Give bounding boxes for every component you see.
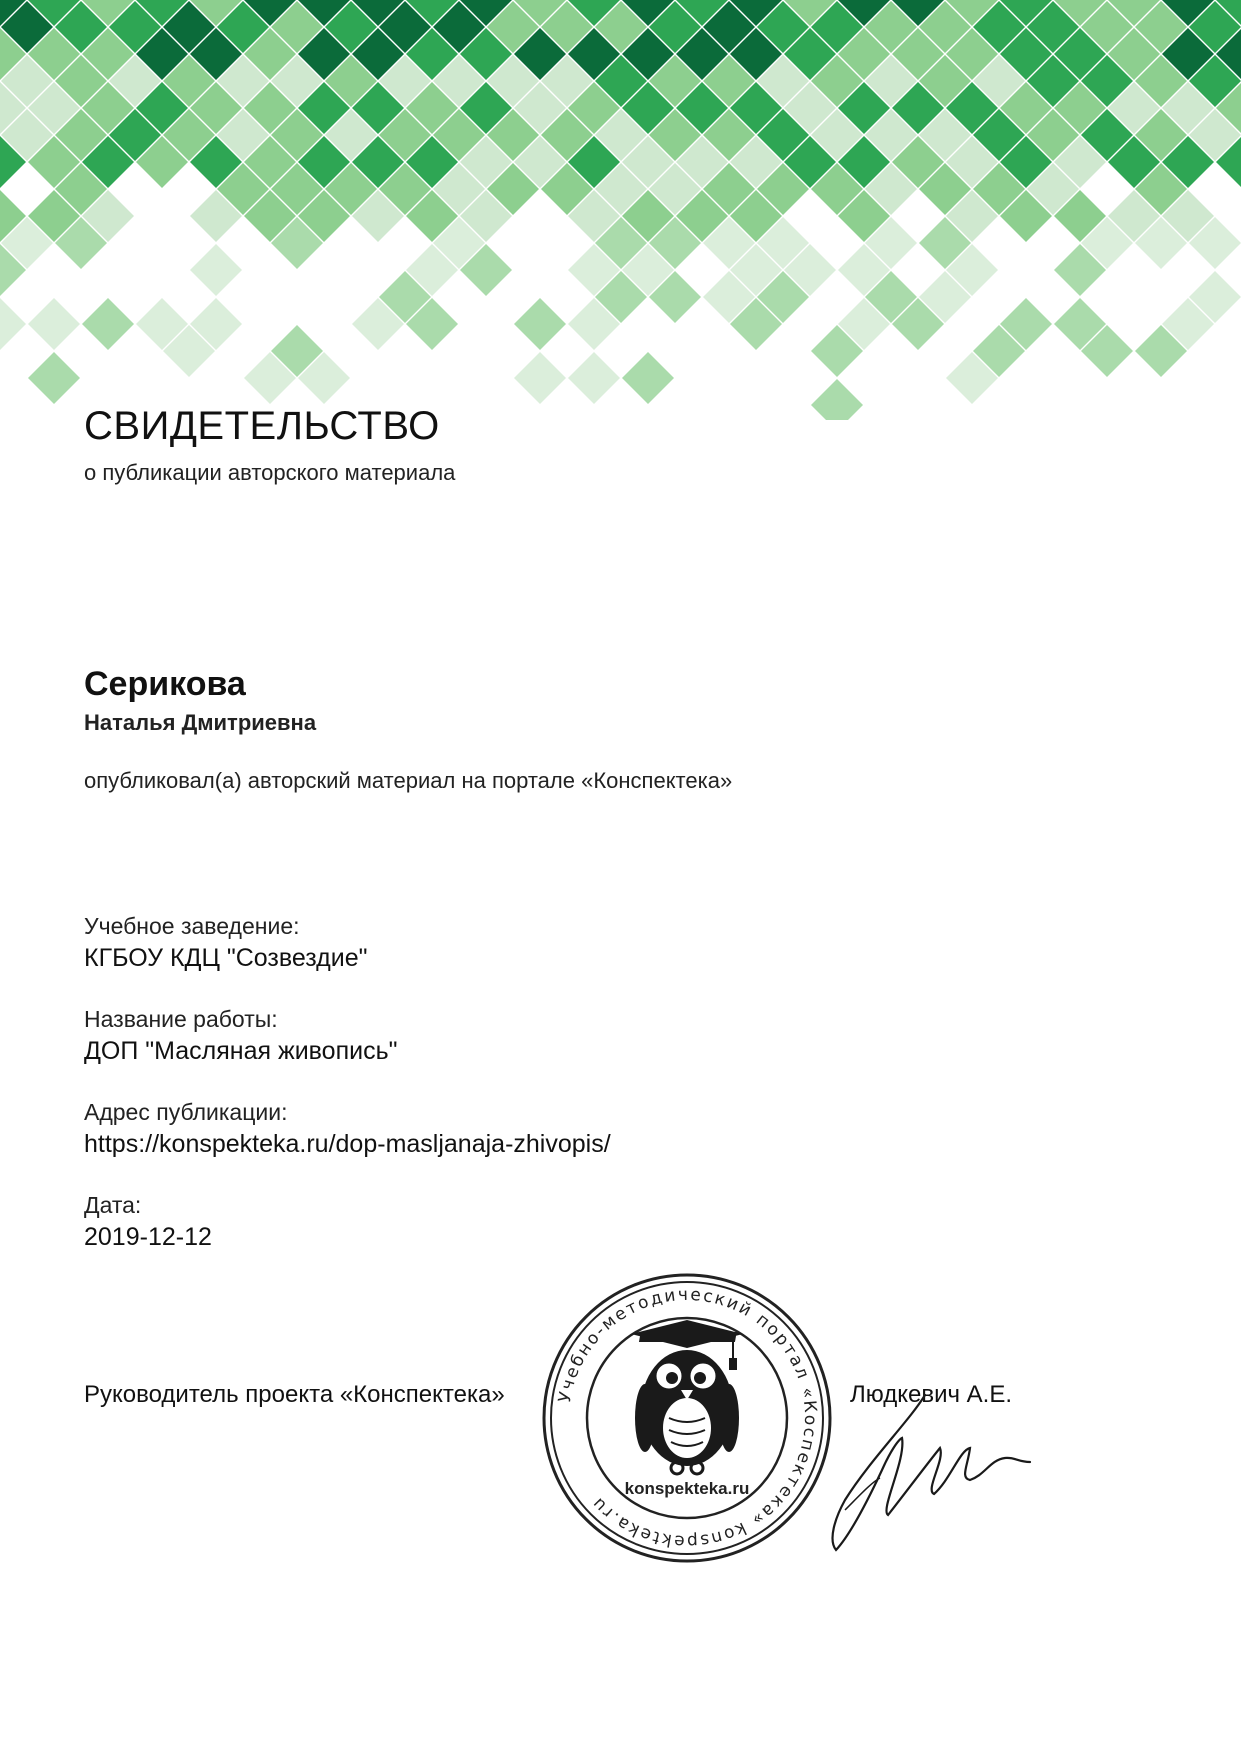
institution-label: Учебное заведение: <box>84 913 300 939</box>
signer-role: Руководитель проекта «Конспектека» <box>84 1381 505 1408</box>
signer-name: Людкевич А.Е. <box>850 1381 1013 1408</box>
work-title-label: Название работы: <box>84 1006 278 1032</box>
mosaic-tile <box>0 298 26 350</box>
mosaic-tile <box>568 352 620 404</box>
address-value: https://konspekteka.ru/dop-masljanaja-zhivopis/ <box>84 1130 611 1158</box>
mosaic-tile <box>622 352 674 404</box>
publication-statement: опубликовал(а) авторский материал на портале «Конспектека» <box>84 768 733 793</box>
mosaic-tile <box>514 352 566 404</box>
address-label: Адрес публикации: <box>84 1099 288 1125</box>
certificate-title: СВИДЕТЕЛЬСТВО <box>84 404 440 448</box>
date-value: 2019-12-12 <box>84 1223 212 1251</box>
mosaic-tile <box>28 298 80 350</box>
mosaic-tile <box>514 298 566 350</box>
date-label: Дата: <box>84 1192 142 1218</box>
work-title-value: ДОП "Масляная живопись" <box>84 1037 398 1065</box>
recipient-surname: Серикова <box>84 665 246 703</box>
mosaic-tile <box>190 244 242 296</box>
institution-value: КГБОУ КДЦ "Созвездие" <box>84 944 368 972</box>
owl-graduate-icon <box>631 1320 743 1474</box>
green-mosaic-header <box>0 0 1241 420</box>
handwritten-signature <box>810 1390 1090 1560</box>
stamp-ring-text: Учебно-методический портал «Коспектека» konspekteka.ru <box>555 1284 821 1552</box>
mosaic-tile <box>82 298 134 350</box>
mosaic-tile <box>811 379 863 420</box>
stamp-center-text: konspekteka.ru <box>624 1479 750 1498</box>
recipient-given-names: Наталья Дмитриевна <box>84 710 317 735</box>
certificate-subtitle: о публикации авторского материала <box>84 460 456 485</box>
mosaic-tile <box>28 352 80 404</box>
portal-stamp <box>537 1268 837 1568</box>
